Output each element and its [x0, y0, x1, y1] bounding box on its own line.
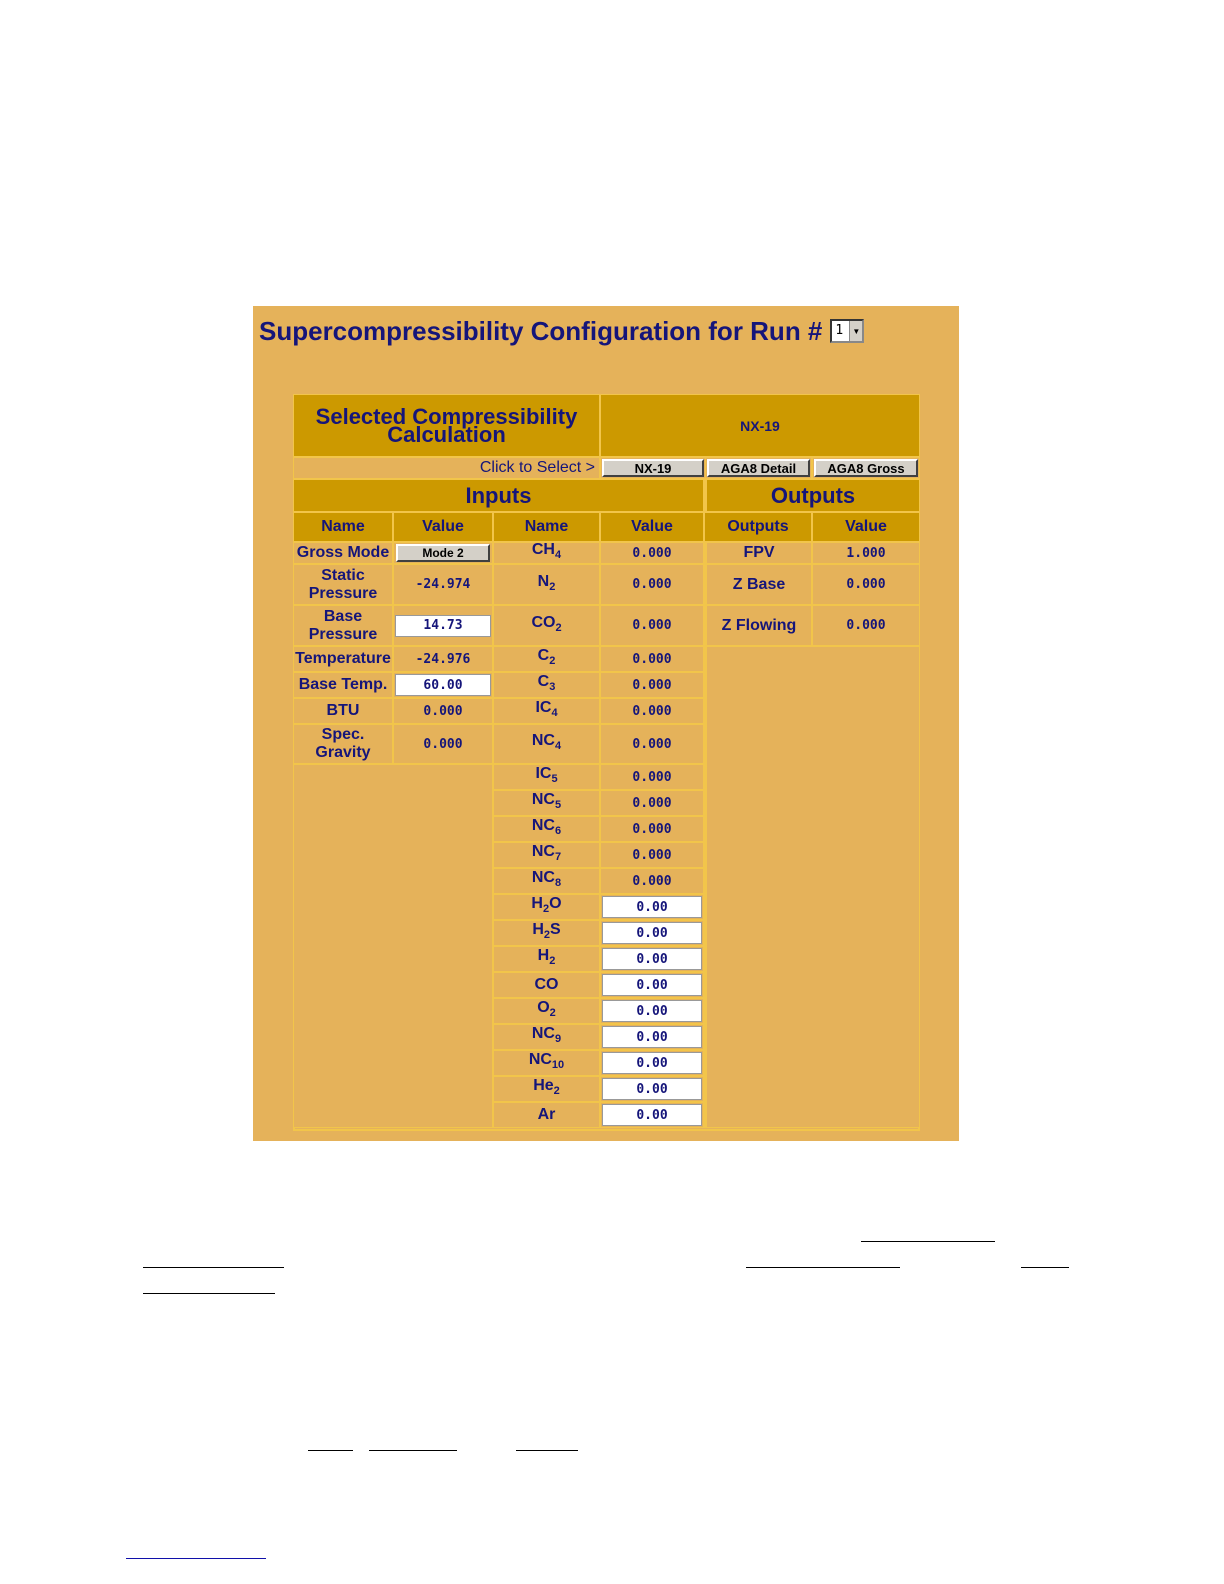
component-value-cell [600, 842, 704, 868]
component-subscript: 2 [549, 655, 556, 668]
component-name [532, 541, 561, 564]
output-name-header [704, 512, 812, 542]
component-name-cell [493, 672, 600, 698]
component-value-field[interactable] [602, 948, 702, 970]
component-base: Ar [537, 1106, 556, 1123]
input-name: Spec. Gravity [315, 726, 371, 761]
outputs-header-text: Outputs [770, 482, 856, 508]
doc-underline [308, 1450, 353, 1451]
component-subscript: 2 [549, 1007, 556, 1020]
component-name [533, 1077, 560, 1100]
component-value-cell [600, 698, 704, 724]
aga8-gross-button[interactable] [814, 459, 918, 477]
output-name-cell [704, 605, 812, 646]
click-to-select-label [293, 457, 600, 479]
component-value: 0.000 [632, 545, 672, 561]
component-name [538, 947, 556, 970]
component-subscript: 4 [551, 707, 558, 720]
component-name [535, 976, 559, 994]
component-base: H [531, 895, 543, 913]
doc-underline [516, 1450, 578, 1451]
inputs-header [293, 479, 704, 512]
output-value: 0.000 [846, 577, 886, 592]
run-number-value: 1 [835, 323, 844, 338]
component-value-field[interactable] [602, 922, 702, 944]
output-value: 0.000 [846, 618, 886, 633]
doc-underline [143, 1293, 275, 1294]
component-value-cell [600, 564, 704, 605]
input-value: 0.000 [423, 736, 463, 752]
component-base: NC [531, 869, 555, 887]
component-subscript: 4 [554, 740, 562, 753]
component-value-field[interactable] [602, 1078, 702, 1100]
component-base: C [537, 647, 550, 665]
component-value-field[interactable] [602, 974, 702, 996]
output-name: FPV [743, 544, 775, 561]
component-subscript: 9 [554, 1033, 562, 1046]
component-subscript: 2 [549, 581, 556, 594]
component-name-cell [493, 698, 600, 724]
input-name-cell [293, 646, 393, 672]
nx19-button-label: NX-19 [634, 460, 672, 476]
aga8-gross-button-label: AGA8 Gross [827, 460, 905, 476]
input-name-header-text: Name [321, 518, 365, 535]
run-number-select[interactable] [830, 319, 864, 343]
aga8-detail-button[interactable] [707, 459, 810, 477]
component-base: CH [531, 541, 555, 559]
component-name [535, 765, 557, 788]
component-tail: S [550, 921, 561, 939]
nx19-button[interactable] [602, 459, 704, 477]
component-base: H [537, 947, 550, 965]
component-value: 0.000 [632, 847, 672, 863]
component-value: 0.00 [636, 1029, 668, 1045]
input-value: 60.00 [423, 677, 463, 693]
input-name-header [293, 512, 393, 542]
output-name-cell [704, 564, 812, 605]
output-value-header [812, 512, 920, 542]
chevron-down-icon: ▼ [849, 321, 862, 341]
component-subscript: 3 [549, 681, 556, 694]
component-value: 0.00 [636, 1081, 668, 1097]
doc-underline [126, 1558, 266, 1559]
selected-calc-label [293, 394, 600, 457]
component-value-field[interactable] [602, 1026, 702, 1048]
input-value: -24.974 [415, 577, 471, 592]
component-name-cell [493, 542, 600, 564]
component-name-cell [493, 564, 600, 605]
input-name: Temperature [295, 650, 391, 667]
input-value-field[interactable] [395, 674, 491, 696]
component-subscript: 2 [542, 903, 550, 916]
component-value: 0.00 [636, 899, 668, 915]
component-base: He [533, 1077, 554, 1095]
page-title: Supercompressibility Configuration for Run # [259, 315, 823, 346]
output-name: Z Flowing [721, 616, 797, 634]
component-base: NC [531, 791, 555, 809]
output-value-header-text: Value [845, 518, 887, 535]
component-subscript: 6 [554, 825, 562, 838]
component-value: 0.000 [632, 677, 672, 693]
component-name-cell [493, 646, 600, 672]
component-name-header [493, 512, 600, 542]
component-subscript: 2 [553, 1085, 560, 1098]
component-name-cell [493, 946, 600, 972]
component-value-field[interactable] [602, 1000, 702, 1022]
component-name-cell [493, 868, 600, 894]
input-value: 0.000 [423, 703, 463, 719]
component-value: 0.000 [632, 795, 672, 811]
component-base: IC [535, 765, 552, 783]
input-name: Static Pressure [308, 566, 378, 602]
output-name-cell [704, 542, 812, 564]
component-name [537, 999, 556, 1022]
title-row [259, 314, 864, 348]
component-base: N [537, 572, 550, 590]
input-value-cell [393, 564, 493, 605]
input-value-cell [393, 724, 493, 764]
outputs-header [704, 479, 920, 512]
component-value: 0.00 [636, 1055, 668, 1071]
component-base: NC [531, 817, 555, 835]
component-value-cell [600, 868, 704, 894]
component-base: IC [535, 699, 552, 717]
component-value-header-text: Value [631, 518, 673, 535]
component-value-cell [600, 646, 704, 672]
doc-underline [746, 1267, 900, 1268]
component-name [532, 921, 560, 944]
component-name-cell [493, 764, 600, 790]
input-name-cell [293, 698, 393, 724]
input-name-cell [293, 542, 393, 564]
component-subscript: 4 [554, 549, 562, 562]
component-subscript: 10 [551, 1059, 565, 1072]
component-name [532, 791, 561, 814]
component-value: 0.00 [636, 1003, 668, 1019]
component-value: 0.00 [636, 977, 668, 993]
component-base: CO [534, 976, 559, 993]
component-base: NC [528, 1051, 552, 1069]
component-name [532, 817, 561, 840]
gross-mode-button[interactable] [396, 544, 490, 562]
component-name-cell [493, 1076, 600, 1102]
component-value-cell [600, 764, 704, 790]
config-panel [253, 306, 959, 1141]
component-value-field[interactable] [602, 1052, 702, 1074]
input-name: Base Pressure [308, 607, 378, 643]
input-value-header-text: Value [422, 518, 464, 535]
component-name-cell [493, 790, 600, 816]
component-value-cell [600, 816, 704, 842]
component-value: 0.000 [632, 577, 672, 592]
component-subscript: 2 [555, 622, 562, 635]
component-value: 0.00 [636, 925, 668, 941]
component-subscript: 5 [551, 773, 558, 786]
component-name [529, 1051, 564, 1074]
component-base: O [537, 999, 550, 1017]
component-base: NC [531, 732, 555, 750]
component-name-cell [493, 1102, 600, 1128]
component-value: 0.000 [632, 651, 672, 667]
input-name-cell [293, 605, 393, 646]
component-name-cell [493, 1050, 600, 1076]
component-name-cell [493, 816, 600, 842]
component-subscript: 2 [543, 929, 550, 942]
component-name-cell [493, 724, 600, 764]
output-value-cell [812, 605, 920, 646]
component-subscript: 7 [554, 851, 562, 864]
component-value: 0.00 [636, 951, 668, 967]
component-name-cell [493, 894, 600, 920]
doc-underline [1021, 1267, 1069, 1268]
doc-underline [861, 1241, 995, 1242]
output-name-header-text: Outputs [727, 518, 789, 535]
component-base: C [537, 673, 550, 691]
component-value-cell [600, 790, 704, 816]
component-value: 0.000 [632, 769, 672, 785]
component-name-cell [493, 1024, 600, 1050]
component-name [532, 869, 561, 892]
component-value-cell [600, 542, 704, 564]
component-name-header-text: Name [524, 518, 569, 535]
selected-calc-value-text: NX-19 [740, 417, 780, 434]
component-name [535, 699, 557, 722]
component-value-cell [600, 605, 704, 646]
component-value: 0.000 [632, 618, 672, 633]
selected-calc-label-text: Selected Compressibility Calculation [315, 403, 578, 447]
component-subscript: 5 [554, 799, 562, 812]
component-value-header [600, 512, 704, 542]
component-name [532, 1025, 561, 1048]
component-base: H [532, 921, 544, 939]
component-name [538, 573, 556, 596]
component-value-cell [600, 724, 704, 764]
inputs-header-text: Inputs [465, 482, 532, 508]
component-value-field[interactable] [602, 896, 702, 918]
component-value: 0.000 [632, 703, 672, 719]
component-base: CO [531, 613, 556, 631]
output-value-cell [812, 564, 920, 605]
component-base: NC [531, 843, 555, 861]
component-name [532, 843, 561, 866]
component-name-cell [493, 842, 600, 868]
input-name: BTU [326, 702, 360, 719]
input-value-cell [393, 646, 493, 672]
component-name [531, 614, 561, 637]
gross-mode-button-label: Mode 2 [422, 546, 464, 560]
input-name-cell [293, 672, 393, 698]
component-name-cell [493, 605, 600, 646]
component-value: 0.000 [632, 736, 672, 752]
component-subscript: 8 [554, 877, 562, 890]
component-base: NC [531, 1025, 555, 1043]
component-name [532, 732, 561, 755]
input-value: 14.73 [423, 618, 463, 633]
blank-lower-left [293, 764, 493, 1128]
component-subscript: 2 [549, 955, 556, 968]
component-name [538, 647, 556, 670]
blank-lower-right [704, 646, 920, 1128]
component-value: 0.000 [632, 873, 672, 889]
component-value: 0.000 [632, 821, 672, 837]
output-value-cell [812, 542, 920, 564]
component-name [538, 673, 556, 696]
component-name-cell [493, 998, 600, 1024]
component-value-cell [600, 672, 704, 698]
input-value-cell [393, 698, 493, 724]
output-name: Z Base [732, 575, 786, 593]
component-value-field[interactable] [602, 1104, 702, 1126]
component-name-cell [493, 920, 600, 946]
component-tail: O [549, 895, 562, 913]
input-name-cell [293, 724, 393, 764]
component-name [531, 895, 561, 918]
component-value: 0.00 [636, 1107, 668, 1123]
doc-underline [143, 1267, 284, 1268]
click-to-select-text: Click to Select > [479, 459, 595, 476]
aga8-detail-button-label: AGA8 Detail [720, 460, 797, 476]
component-name [538, 1106, 556, 1124]
input-value: -24.976 [415, 651, 471, 667]
component-name-cell [493, 972, 600, 998]
input-name: Base Temp. [298, 676, 388, 693]
doc-underline [369, 1450, 457, 1451]
input-name-cell [293, 564, 393, 605]
output-value: 1.000 [846, 545, 886, 561]
selected-calc-value [600, 394, 920, 457]
input-name: Gross Mode [296, 544, 390, 561]
input-value-header [393, 512, 493, 542]
input-value-field[interactable] [395, 615, 491, 637]
